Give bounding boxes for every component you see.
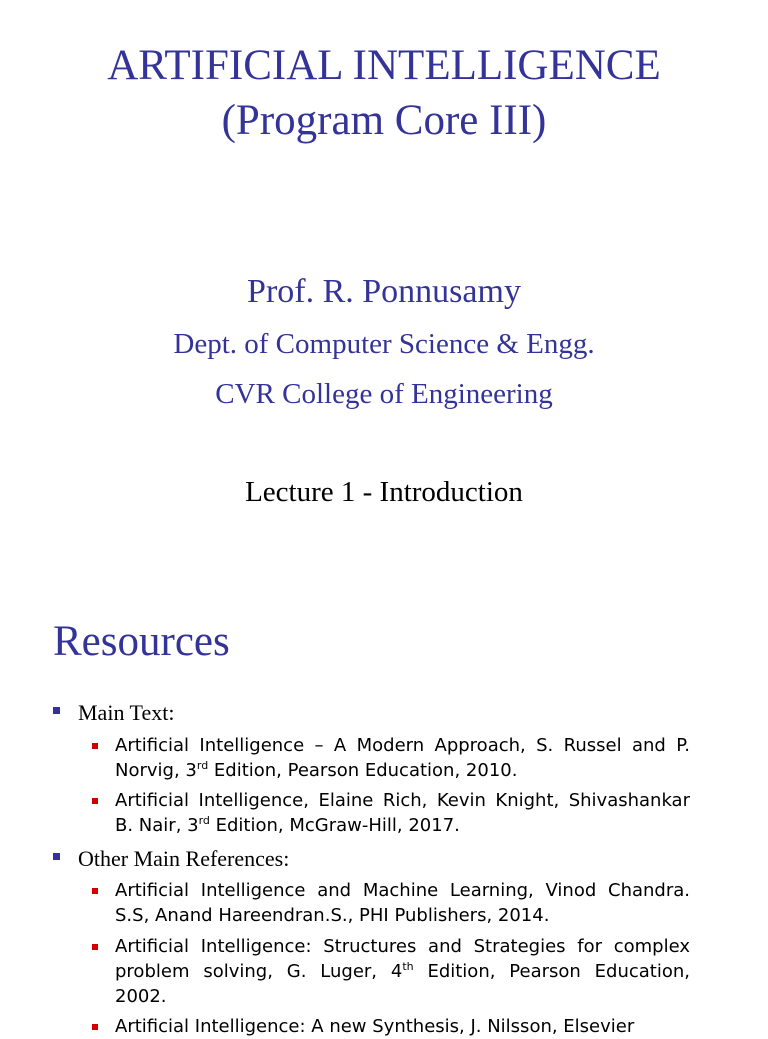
reference-text: Artificial Intelligence: Structures and Strategies for complex problem solving, G. Luger, 4th Edition, Pearson Education, 2002.: [115, 936, 690, 1007]
red-square-bullet-icon: [92, 798, 98, 804]
reference-item: [92, 878, 690, 928]
reference-text: Artificial Intelligence – A Modern Approach, S. Russel and P. Norvig, 3rd Edition, Pearson Education, 2010.: [115, 735, 690, 781]
reference-text: Artificial Intelligence: A new Synthesis, J. Nilsson, Elsevier: [115, 1016, 635, 1037]
red-square-bullet-icon: [92, 1024, 98, 1030]
red-square-bullet-icon: [92, 743, 98, 749]
resources-title: Resources: [53, 618, 230, 665]
slide-title: [0, 38, 768, 148]
section-heading-label: Other Main References:: [78, 846, 290, 871]
reference-text: Artificial Intelligence, Elaine Rich, Kevin Knight, Shivashankar B. Nair, 3rd Edition, McGraw-Hill, 2017.: [115, 790, 690, 836]
red-square-bullet-icon: [92, 888, 98, 894]
resources-slide: [0, 598, 768, 1037]
red-square-bullet-icon: [92, 944, 98, 950]
square-bullet-icon: [53, 853, 60, 860]
reference-item: [92, 788, 690, 838]
section-heading-main-text: [53, 700, 174, 726]
section-heading-other-references: [53, 846, 289, 872]
lecture-title: Lecture 1 - Introduction: [245, 476, 523, 508]
reference-item: [92, 733, 690, 783]
college-name: CVR College of Engineering: [215, 378, 553, 410]
author-name: Prof. R. Ponnusamy: [247, 273, 521, 310]
title-line-2: (Program Core III): [221, 97, 547, 144]
reference-item: [92, 934, 690, 1009]
reference-text: Artificial Intelligence and Machine Learning, Vinod Chandra. S.S, Anand Hareendran.S., PHI Publishers, 2014.: [115, 880, 690, 926]
section-heading-label: Main Text:: [78, 700, 175, 725]
title-line-1: ARTIFICIAL INTELLIGENCE: [107, 42, 661, 89]
square-bullet-icon: [53, 707, 60, 714]
department-name: Dept. of Computer Science & Engg.: [173, 328, 595, 360]
reference-item: [92, 1014, 690, 1039]
